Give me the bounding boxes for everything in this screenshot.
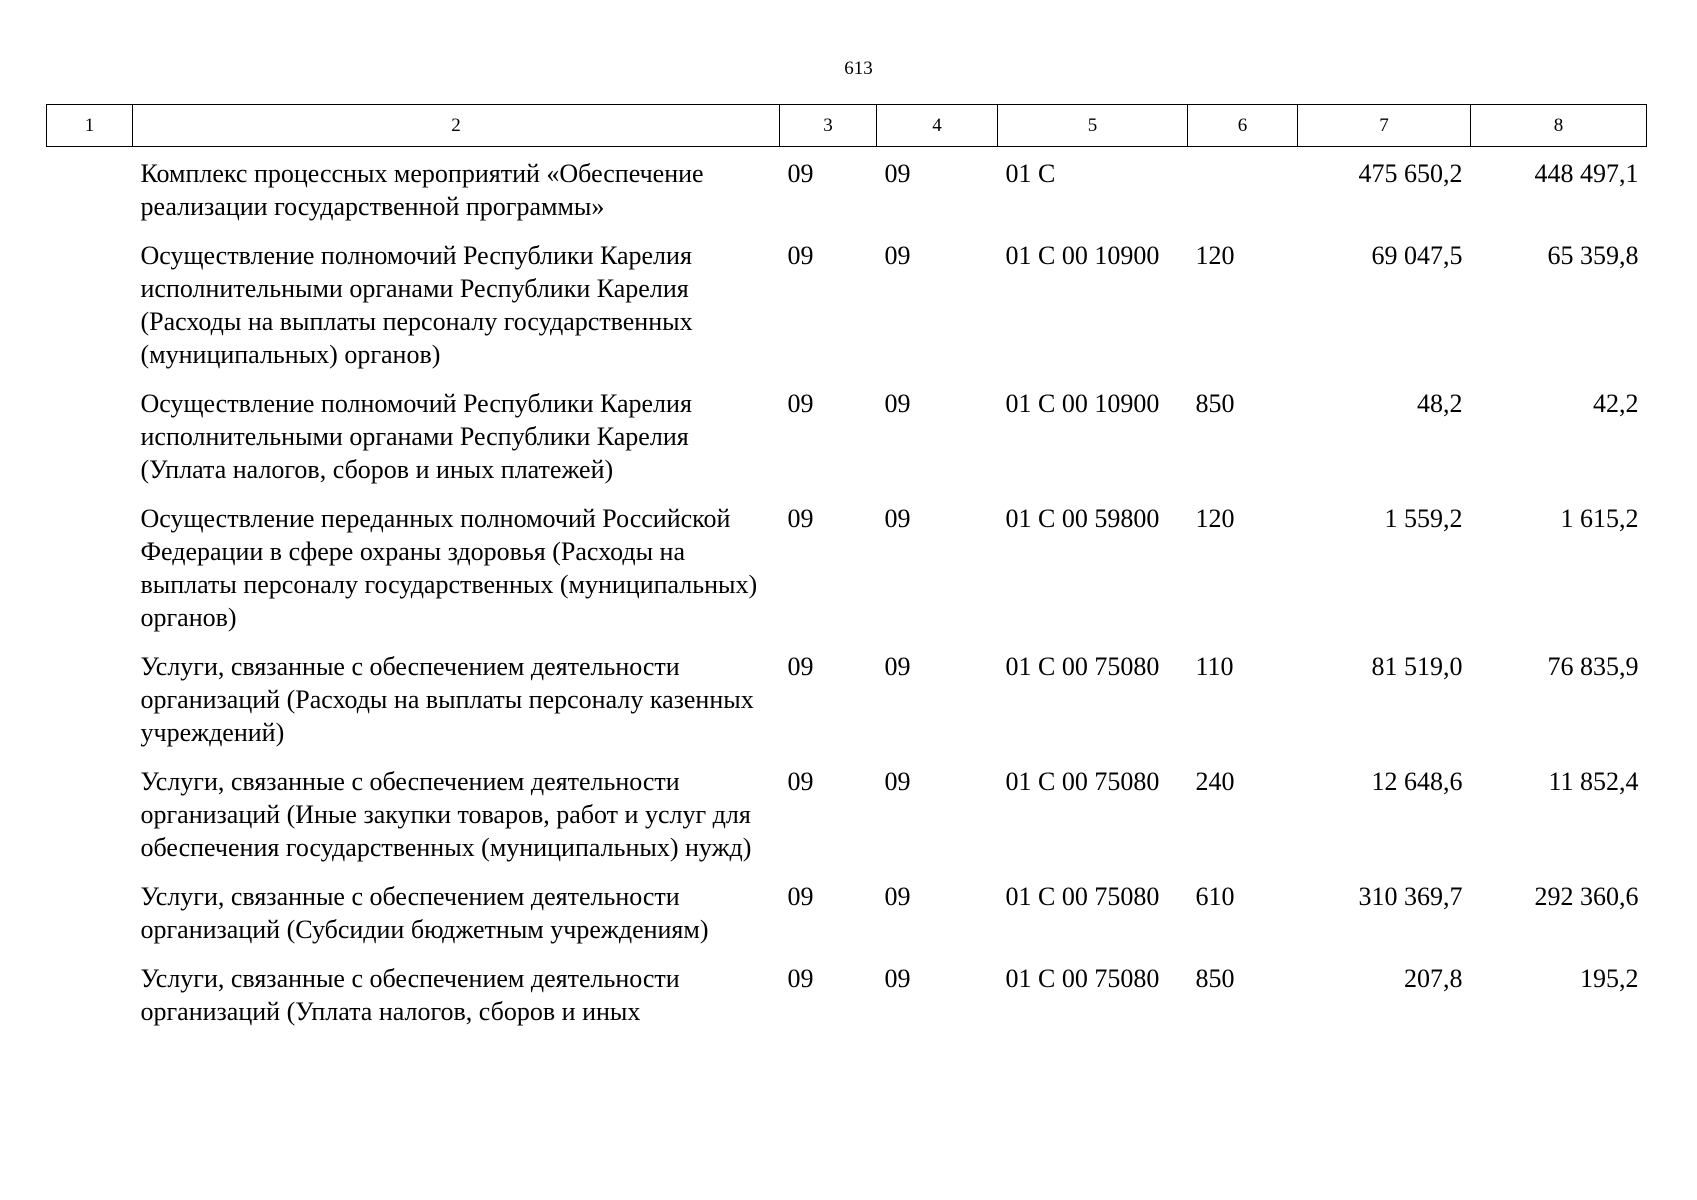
subsection-code: 09 <box>884 882 911 911</box>
section-code: 09 <box>787 504 814 533</box>
column-header-5: 5 <box>998 105 1188 147</box>
expense-type: 120 <box>1195 241 1235 270</box>
subsection-code: 09 <box>884 159 911 188</box>
amount-year-1: 475 650,2 <box>1358 159 1463 188</box>
amount-year-2: 65 359,8 <box>1547 241 1639 270</box>
amount-year-1: 48,2 <box>1417 389 1463 418</box>
row-number <box>47 765 133 880</box>
target-article: 01 С 00 59800 <box>1005 504 1160 533</box>
page-number: 613 <box>844 58 873 79</box>
row-number <box>47 650 133 765</box>
column-header-4: 4 <box>877 105 998 147</box>
table-row <box>47 765 1647 880</box>
row-number <box>47 147 133 240</box>
section-code: 09 <box>787 964 814 993</box>
expense-name: Услуги, связанные с обеспечением деятельности организаций (Уплата налогов, сборов и иных <box>140 964 680 1026</box>
section-code: 09 <box>787 767 814 796</box>
expense-name: Комплекс процессных мероприятий «Обеспечение реализации государственной программы» <box>140 159 704 221</box>
row-number <box>47 502 133 650</box>
row-number <box>47 387 133 502</box>
expense-type: 120 <box>1195 504 1235 533</box>
expense-type: 240 <box>1195 767 1235 796</box>
expense-name: Услуги, связанные с обеспечением деятельности организаций (Расходы на выплаты персоналу казенных учреждений) <box>140 652 754 747</box>
budget-table <box>46 104 1647 1044</box>
column-header-7: 7 <box>1298 105 1471 147</box>
target-article: 01 С 00 10900 <box>1005 389 1160 418</box>
table-body <box>47 147 1647 1045</box>
column-header-1: 1 <box>47 105 133 147</box>
target-article: 01 С 00 75080 <box>1005 767 1160 796</box>
amount-year-1: 310 369,7 <box>1358 882 1463 911</box>
row-number <box>47 880 133 962</box>
section-code: 09 <box>787 389 814 418</box>
column-header-3: 3 <box>780 105 877 147</box>
subsection-code: 09 <box>884 241 911 270</box>
amount-year-2: 1 615,2 <box>1560 504 1639 533</box>
expense-name: Услуги, связанные с обеспечением деятельности организаций (Субсидии бюджетным учреждениям) <box>140 882 709 944</box>
subsection-code: 09 <box>884 964 911 993</box>
target-article: 01 С 00 75080 <box>1005 652 1160 681</box>
table-header <box>47 105 1647 147</box>
expense-type: 850 <box>1195 964 1235 993</box>
expense-type <box>1188 147 1298 240</box>
subsection-code: 09 <box>884 389 911 418</box>
subsection-code: 09 <box>884 767 911 796</box>
target-article: 01 С <box>1005 159 1056 188</box>
table-row <box>47 239 1647 387</box>
amount-year-2: 195,2 <box>1580 964 1639 993</box>
amount-year-1: 81 519,0 <box>1371 652 1463 681</box>
expense-type: 610 <box>1195 882 1235 911</box>
subsection-code: 09 <box>884 652 911 681</box>
column-header-2: 2 <box>133 105 780 147</box>
expense-name: Услуги, связанные с обеспечением деятельности организаций (Иные закупки товаров, работ и услуг для обеспечения государственных (муниципальных) нужд) <box>140 767 752 862</box>
amount-year-2: 11 852,4 <box>1548 767 1639 796</box>
amount-year-2: 292 360,6 <box>1534 882 1639 911</box>
table-row <box>47 502 1647 650</box>
expense-name: Осуществление переданных полномочий Российской Федерации в сфере охраны здоровья (Расходы на выплаты персоналу государственных (муниципальных) органов) <box>140 504 758 632</box>
amount-year-2: 42,2 <box>1593 389 1639 418</box>
table-row <box>47 650 1647 765</box>
amount-year-1: 69 047,5 <box>1371 241 1463 270</box>
table-row <box>47 147 1647 240</box>
column-header-6: 6 <box>1188 105 1298 147</box>
column-header-8: 8 <box>1471 105 1647 147</box>
table-row <box>47 880 1647 962</box>
amount-year-1: 1 559,2 <box>1384 504 1463 533</box>
section-code: 09 <box>787 159 814 188</box>
table-row <box>47 387 1647 502</box>
table-row <box>47 962 1647 1044</box>
row-number <box>47 239 133 387</box>
subsection-code: 09 <box>884 504 911 533</box>
amount-year-2: 76 835,9 <box>1547 652 1639 681</box>
amount-year-1: 207,8 <box>1404 964 1463 993</box>
expense-name: Осуществление полномочий Республики Карелия исполнительными органами Республики Карелия (Расходы на выплаты персоналу государственных (муниципальных) органов) <box>140 241 693 369</box>
amount-year-2: 448 497,1 <box>1534 159 1639 188</box>
expense-type: 110 <box>1195 652 1234 681</box>
expense-type: 850 <box>1195 389 1235 418</box>
header-row <box>47 105 1647 147</box>
target-article: 01 С 00 75080 <box>1005 882 1160 911</box>
row-number <box>47 962 133 1044</box>
section-code: 09 <box>787 882 814 911</box>
section-code: 09 <box>787 241 814 270</box>
target-article: 01 С 00 75080 <box>1005 964 1160 993</box>
expense-name: Осуществление полномочий Республики Карелия исполнительными органами Республики Карелия (Уплата налогов, сборов и иных платежей) <box>140 389 692 484</box>
section-code: 09 <box>787 652 814 681</box>
target-article: 01 С 00 10900 <box>1005 241 1160 270</box>
amount-year-1: 12 648,6 <box>1371 767 1463 796</box>
